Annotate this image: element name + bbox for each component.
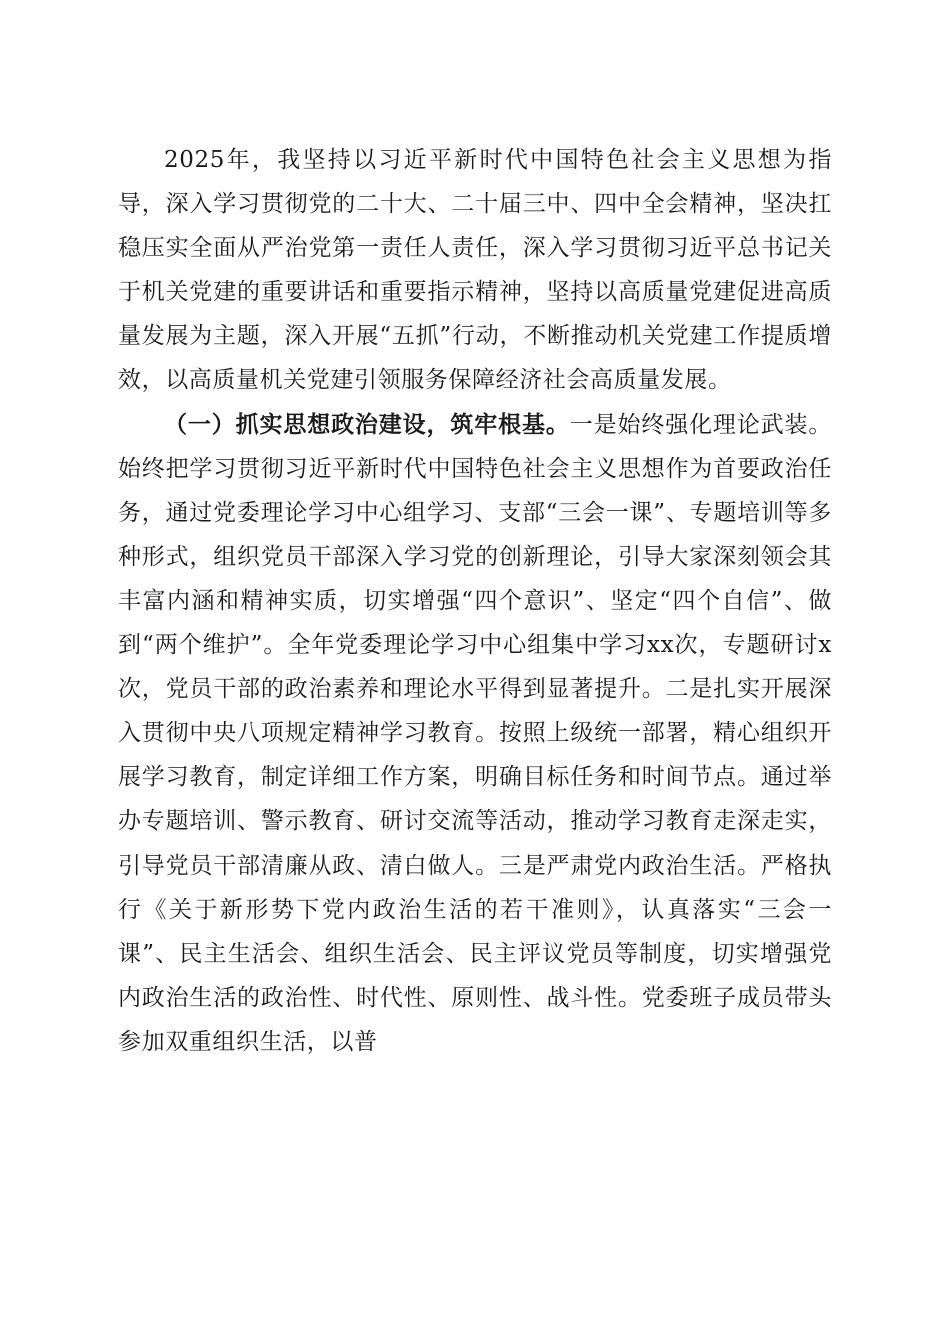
intro-paragraph: 2025年，我坚持以习近平新时代中国特色社会主义思想为指导，深入学习贯彻党的二十大、二十届三中、四中全会精神，坚决扛稳压实全面从严治党第一责任人责任，深入学习贯彻习近平总书记关于机关党建的重要讲话和重要指示精神，坚持以高质量党建促进高质量发展为主题，深入开展“五抓”行动，不断推动机关党建工作提质增效，以高质量机关党建引领服务保障经济社会高质量发展。 [118,147,832,394]
section-1-paragraph [118,403,832,1064]
section-1-heading: （一）抓实思想政治建设，筑牢根基。 [164,411,570,438]
document-body [118,138,832,1064]
section-1-body: 一是始终强化理论武装。始终把学习贯彻习近平新时代中国特色社会主义思想作为首要政治任务，通过党委理论学习中心组学习、支部“三会一课”、专题培训等多种形式，组织党员干部深入学习党的创新理论，引导大家深刻领会其丰富内涵和精神实质，切实增强“四个意识”、坚定“四个自信”、做到“两个维护”。全年党委理论学习中心组集中学习xx次，专题研讨x次，党员干部的政治素养和理论水平得到显著提升。二是扎实开展深入贯彻中央八项规定精神学习教育。按照上级统一部署，精心组织开展学习教育，制定详细工作方案，明确目标任务和时间节点。通过举办专题培训、警示教育、研讨交流等活动，推动学习教育走深走实，引导党员干部清廉从政、清白做人。三是严肃党内政治生活。严格执行《关于新形势下党内政治生活的若干准则》，认真落实“三会一课”、民主生活会、组织生活会、民主评议党员等制度，切实增强党内政治生活的政治性、时代性、原则性、战斗性。党委班子成员带头参加双重组织生活，以普 [118,411,832,1055]
